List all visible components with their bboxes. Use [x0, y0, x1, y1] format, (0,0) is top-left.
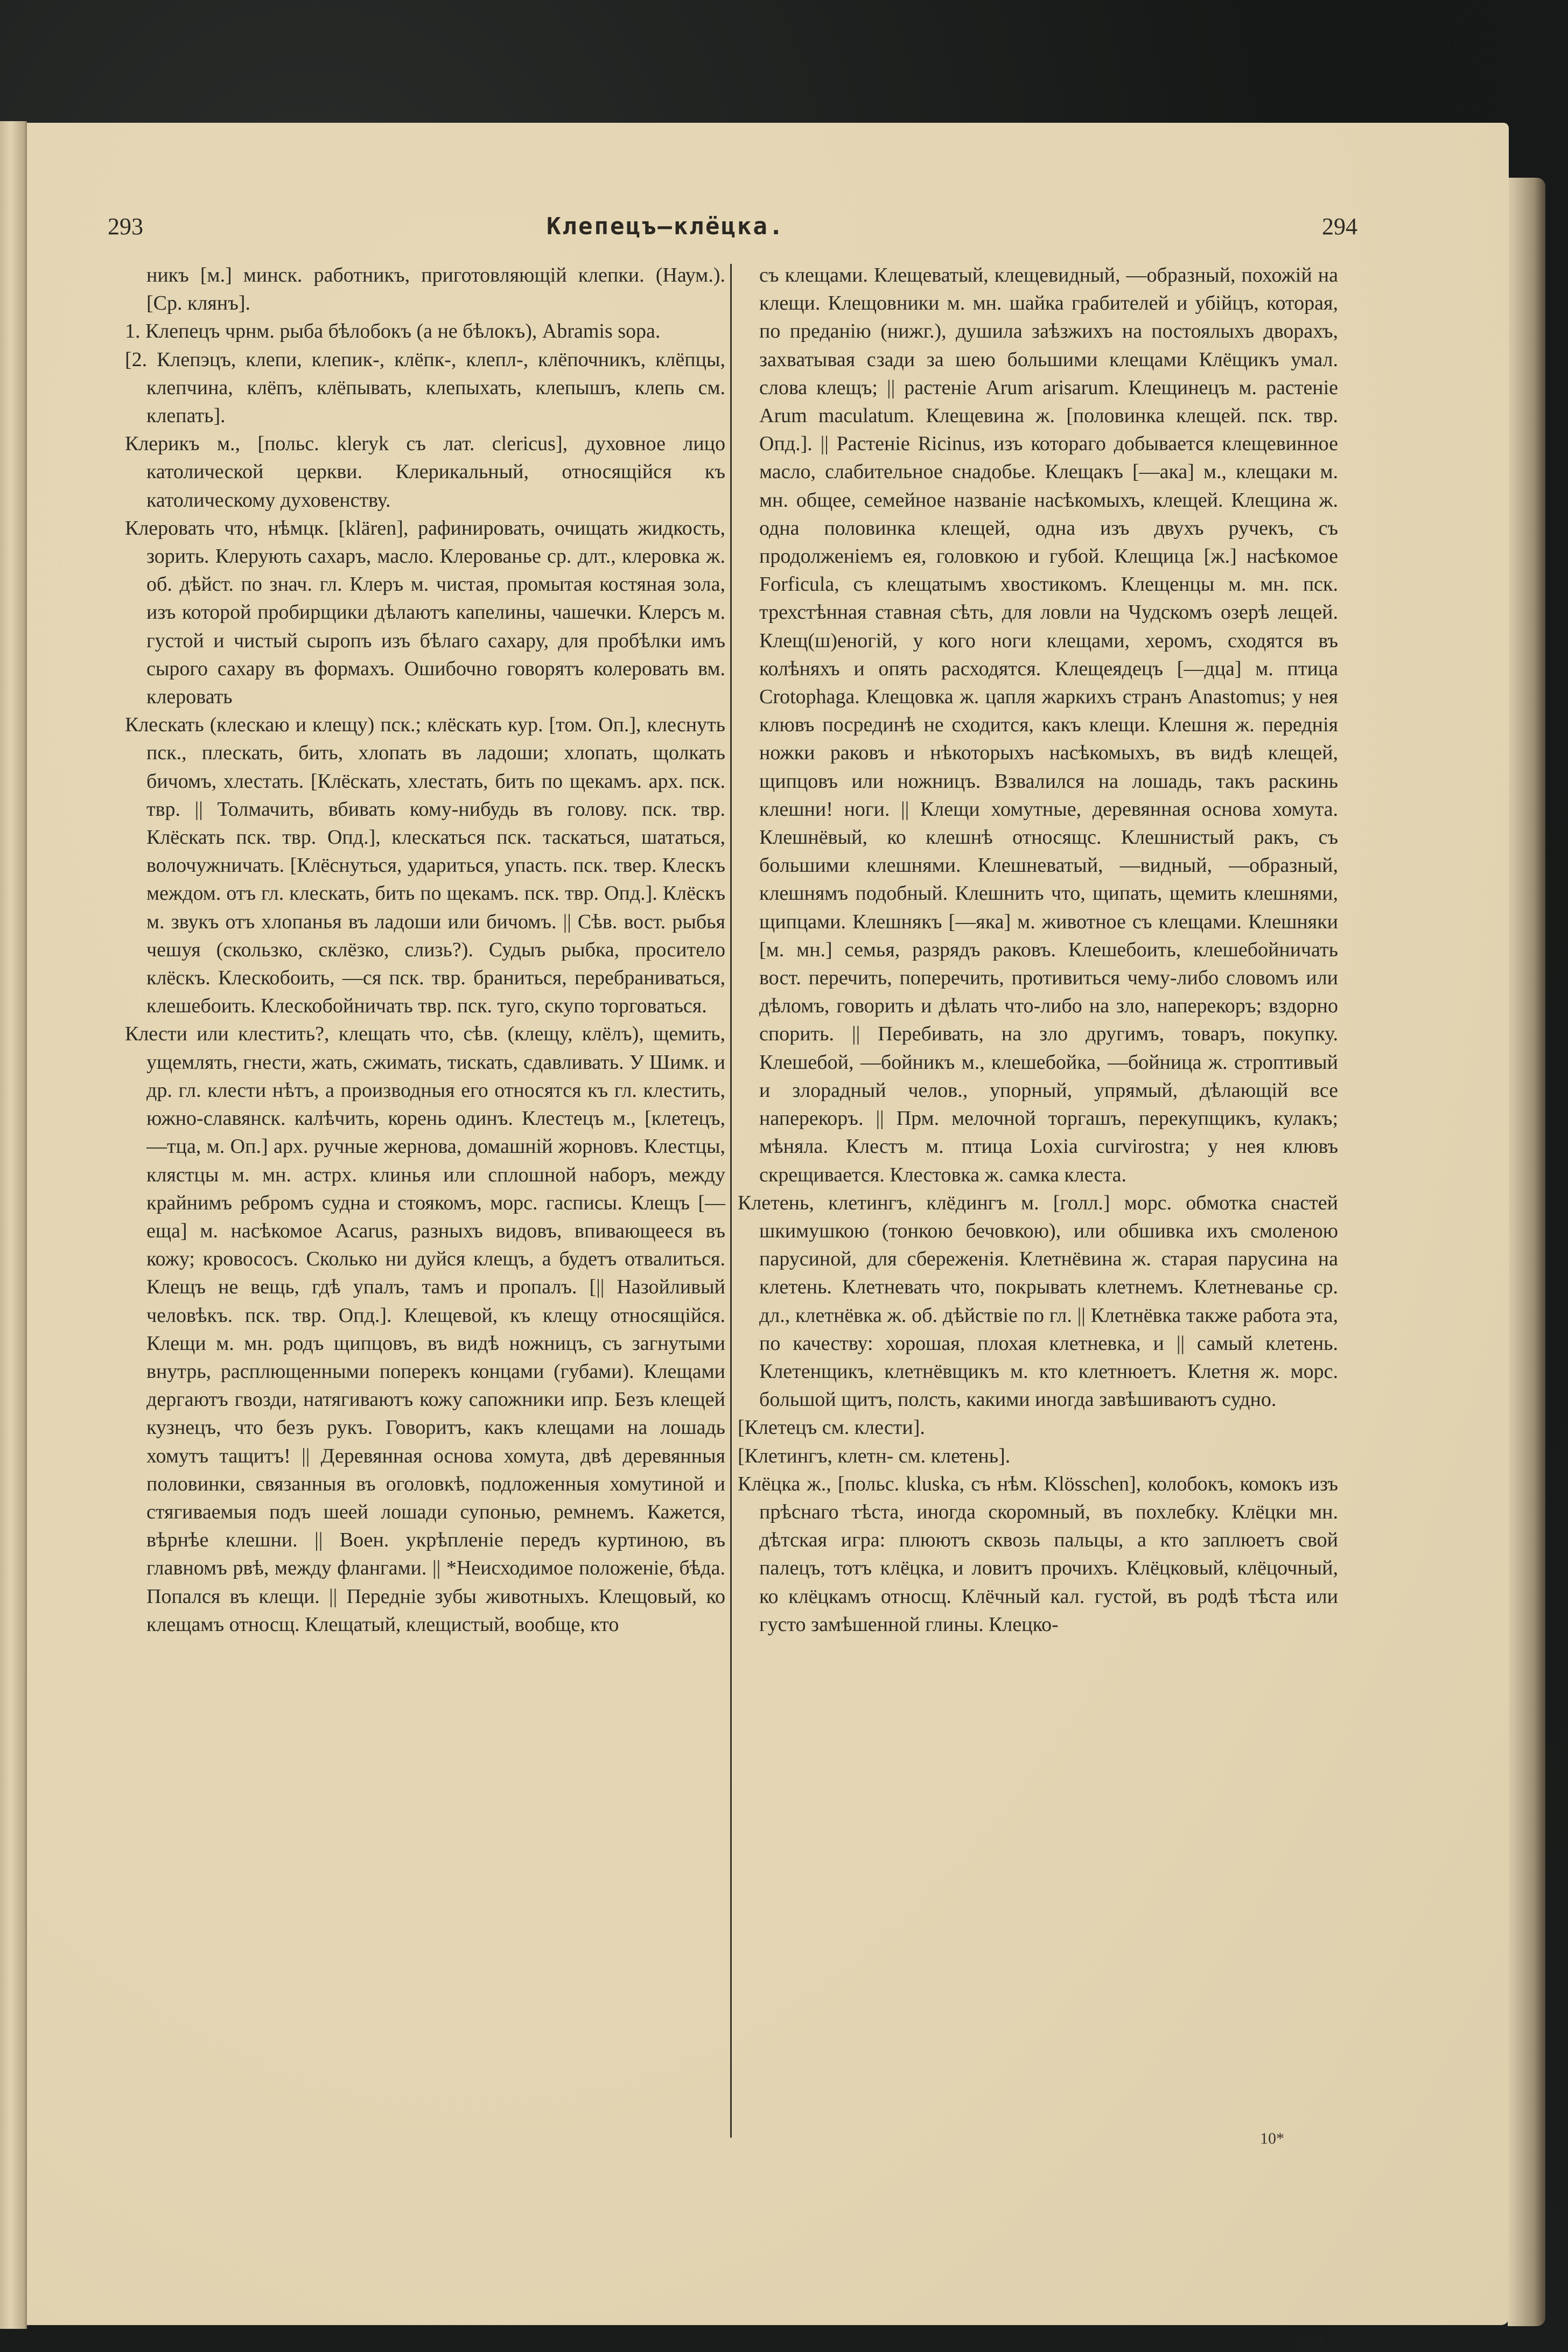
- dictionary-entry: Клеровать что, нѣмцк. [klären], рафинировать, очищать жидкость, зорить. Клерують сахаръ, масло. Клерованье ср. длт., клеровка ж. об. дѣйст. по знач. гл. Клеръ м. чистая, промытая костяная зола, изъ которой пробирщики дѣлаютъ капелины, чашечки. Клерсъ м. густой и чистый сыропъ изъ бѣлаго сахару, для пробѣлки имъ сырого сахару въ формахъ. Ошибочно говорятъ колеровать вм. клеровать: [125, 516, 725, 709]
- dictionary-entry: Клерикъ м., [польс. kleryk съ лат. clericus], духовное лицо католической церкви. Клерикальный, относящійся къ католическому духовенству.: [125, 432, 725, 512]
- left-page-number: 293: [108, 213, 143, 240]
- dictionary-entry: [Клетецъ см. клести].: [738, 1416, 925, 1439]
- dictionary-entry: Клёцка ж., [польс. kluska, съ нѣм. Klösschen], колобокъ, комокъ изъ прѣснаго тѣста, иногда скоромный, въ похлебку. Клёцки мн. дѣтская игра: плюютъ сквозь пальцы, а кто заплюетъ свой палецъ, тотъ клёцка, и ловитъ прочихъ. Клёцковый, клёцочный, ко клёцкамъ относщ. Клёчный кал. густой, въ родѣ тѣста или густо замѣшенной глины. Клецко-: [738, 1472, 1338, 1636]
- dictionary-entry: 1. Клепецъ чрнм. рыба бѣлобокъ (а не бѣлокъ), Abramis sopa.: [125, 320, 661, 343]
- dictionary-entry: [Клетингъ, клетн- см. клетень].: [738, 1444, 1011, 1467]
- column-divider: [730, 264, 732, 2138]
- page-header: [0, 213, 1568, 245]
- running-head: Клепецъ—клёцка.: [547, 213, 785, 240]
- right-column: [738, 261, 1338, 1639]
- right-page-number: 294: [1322, 213, 1357, 240]
- dictionary-entry: съ клещами. Клещеватый, клещевидный, —образный, похожій на клещи. Клещовники м. мн. шайка грабителей и убійцъ, которая, по преданію (нижг.), душила заѣзжихъ на постоялыхъ дворахъ, захватывая сзади за шею большими клещами Клёщикъ умал. слова клещъ; || растеніе Arum arisarum. Клещинецъ м. растеніе Arum maculatum. Клещевина ж. [половинка клещей. пск. твр. Опд.]. || Растеніе Ricinus, изъ котораго добывается клещевинное масло, слабительное снадобье. Клещакъ [—ака] м., клещаки м. мн. общее, семейное названіе насѣкомыхъ, клещей. Клещина ж. одна половинка клещей, одна изъ двухъ ручекъ, съ продолженіемъ ея, головкою и губой. Клещица [ж.] насѣкомое Forficula, съ клещатымъ хвостикомъ. Клещенцы м. мн. пск. трехстѣнная ставная сѣть, для ловли на Чудскомъ озерѣ лещей. Клещ(ш)еногій, у кого ноги клещами, херомъ, сходятся въ колѣняхъ и опять расходятся. Клещеядецъ [—дца] м. птица Crotophaga. Клещовка ж. цапля жаркихъ странъ Anastomus; у нея клювъ посрединѣ не сходится, какъ клещи. Клешня ж. переднія ножки раковъ и нѣкоторыхъ насѣкомыхъ, въ видѣ клещей, щипцовъ или ножницъ. Взвалился на лошадь, такъ раскинь клешни! ноги. || Клещи хомутные, деревянная основа хомута. Клешнёвый, ко клешнѣ относящс. Клешнистый ракъ, съ большими клешнями. Клешневатый, —видный, —образный, клешнямъ подобный. Клешнить что, щипать, щемить клешнями, щипцами. Клешнякъ [—яка] м. животное съ клещами. Клешняки [м. мн.] семья, разрядъ раковъ. Клешебоить, клешебойничать вост. перечить, поперечить, противиться чему-либо словомъ или дѣломъ, говорить и дѣлать что-либо на зло, наперекоръ; вздорно спорить. || Перебивать, на зло другимъ, товаръ, покупку. Клешебой, —бойникъ м., клешебойка, —бойница ж. строптивый и злорадный челов., упорный, упрямый, дѣлающій все наперекоръ. || Прм. мелочной торгашъ, перекупщикъ, кулакъ; мѣняла. Клестъ м. птица Loxia curvirostra; у нея клювъ скрещивается. Клестовка ж. самка клеста.: [759, 264, 1338, 1186]
- dictionary-entry: никъ [м.] минск. работникъ, приготовляющій клепки. (Наум.). [Ср. клянъ].: [146, 264, 725, 315]
- signature-mark: 10*: [1260, 2130, 1284, 2147]
- page-stack-edge: [1508, 178, 1545, 2326]
- dictionary-entry: Клескать (клескаю и клещу) пск.; клёскать кур. [том. Оп.], клеснуть пск., плескать, бить, хлопать въ ладоши; хлопать, щолкать бичомъ, хлестать. [Клёскать, хлестать, бить по щекамъ. арх. пск. твр. || Толмачить, вбивать кому-нибудь въ голову. пск. твр. Клёскать пск. твр. Опд.], клескаться пск. таскаться, шататься, волочужничать. [Клёснуться, удариться, упасть. пск. твер. Клескъ междом. отъ гл. клескать, бить по щекамъ. пск. твр. Опд.]. Клёскъ м. звукъ отъ хлопанья въ ладоши или бичомъ. || Сѣв. вост. рыбья чешуя (скользко, склёзко, слизь?). Судыъ рыбка, проситело клёскъ. Клескобоить, —ся пск. твр. браниться, перебраниваться, клешебоить. Клескобойничать твр. пск. туго, скупо торговаться.: [125, 713, 725, 1018]
- dictionary-entry: [2. Клепэцъ, клепи, клепик-, клёпк-, клепл-, клёпочникъ, клёпцы, клепчина, клёпъ, клёпывать, клепыхать, клепышъ, клепь см. клепать].: [125, 348, 725, 428]
- dictionary-entry: Клести или клестить?, клещать что, сѣв. (клещу, клёлъ), щемить, ущемлять, гнести, жать, сжимать, тискать, сдавливать. У Шимк. и др. гл. клести нѣтъ, а производныя его относятся къ гл. клестить, южно-славянск. калѣчить, корень одинъ. Клестецъ м., [клетецъ, —тца, м. Оп.] арх. ручные жернова, домашній жорновъ. Клестцы, клястцы м. мн. астрх. клинья или сплошной наборъ, между крайнимъ ребромъ судна и стоякомъ, морс. гасписы. Клещъ [—еща] м. насѣкомое Acarus, разныхъ видовъ, впивающееся въ кожу; кровососъ. Сколько ни дуйся клещъ, а будетъ отвалиться. Клещъ не вещь, гдѣ упалъ, тамъ и пропалъ. [|| Назойливый человѣкъ. пск. твр. Опд.]. Клещевой, къ клещу относящійся. Клещи м. мн. родъ щипцовъ, въ видѣ ножницъ, съ загнутыми внутрь, расплющенными поперекъ концами (губами). Клещами дергаютъ гвозди, натягиваютъ кожу сапожники ипр. Безъ клещей кузнецъ, что безъ рукъ. Говоритъ, какъ клещами на лошадь хомутъ тащитъ! || Деревянная основа хомута, двѣ деревянныя половинки, связанныя въ оголовкѣ, подложенныя хомутиной и стягиваемыя подъ шеей лошади супонью, ремнемъ. Кажется, вѣрнѣе клешни. || Воен. укрѣпленіе передъ куртиною, въ главномъ рвѣ, между флангами. || *Неисходимое положеніе, бѣда. Попался въ клещи. || Передніе зубы животныхъ. Клещовый, ко клещамъ относщ. Клещатый, клещистый, вообще, кто: [125, 1023, 725, 1636]
- previous-page-edge: [0, 121, 27, 2329]
- left-column: [125, 261, 725, 1639]
- dictionary-entry: Клетень, клетингъ, клёдингъ м. [голл.] морс. обмотка снастей шкимушкою (тонкою бечовкою), или обшивка ихъ смоленою парусиной, для сбереженія. Клетнёвина ж. старая парусина на клетень. Клетневать что, покрывать клетнемъ. Клетневанье ср. дл., клетнёвка ж. об. дѣйствіе по гл. || Клетнёвка также работа эта, по качеству: хорошая, плохая клетневка, и || самый клетень. Клетенщикъ, клетнёвщикъ м. кто клетнюетъ. Клетня ж. морс. большой щитъ, полсть, какими иногда завѣшиваютъ судно.: [738, 1191, 1338, 1411]
